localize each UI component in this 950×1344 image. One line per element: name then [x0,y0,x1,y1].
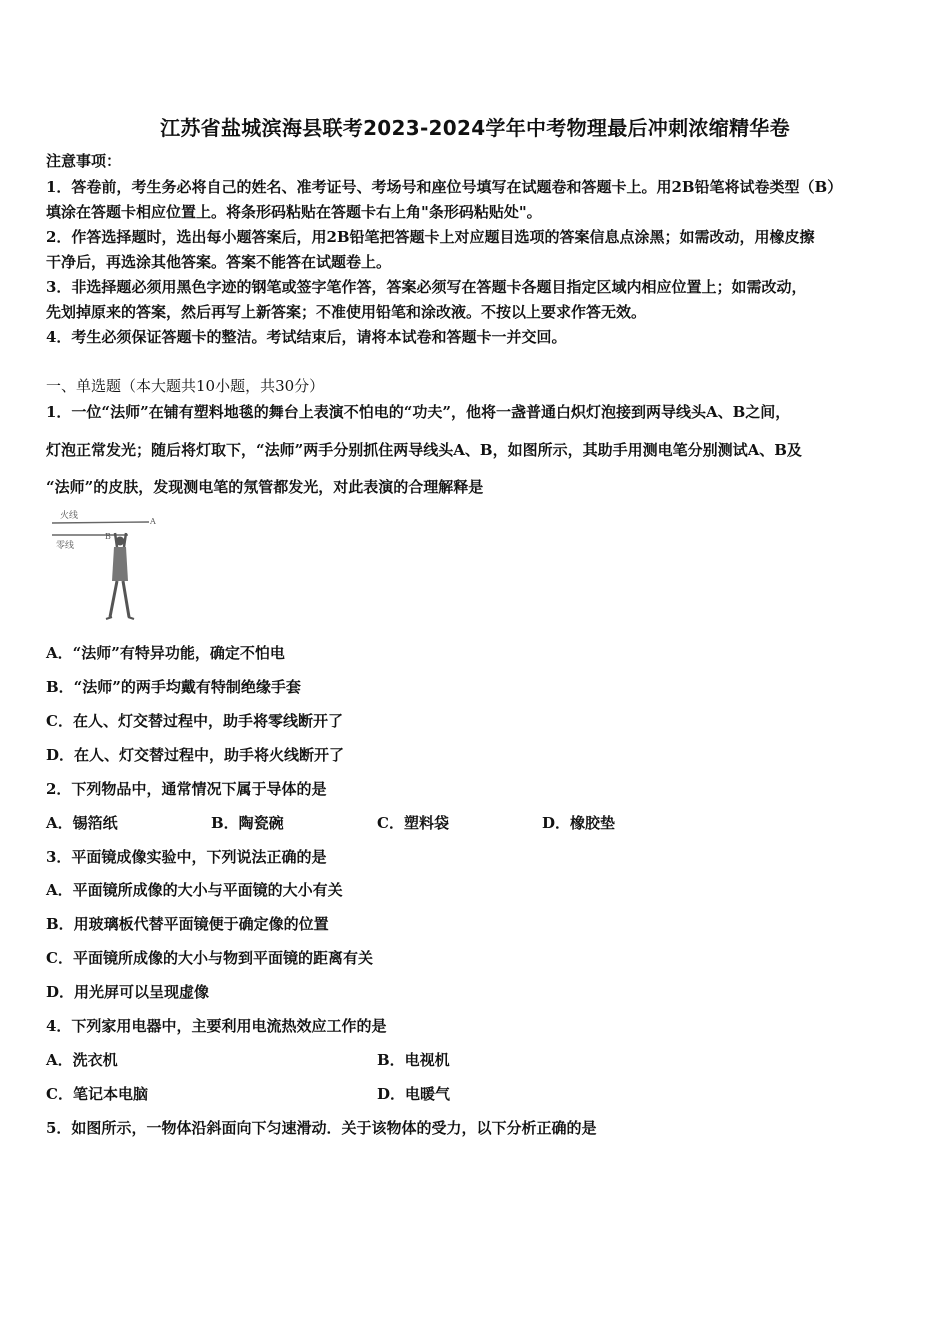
notice-line: 填涂在答题卡相应位置上。将条形码粘贴在答题卡右上角"条形码粘贴处"。 [46,203,542,221]
section-heading: 一、单选题（本大题共10小题，共30分） [46,377,325,395]
question-5-stem: 5．如图所示，一物体沿斜面向下匀速滑动．关于该物体的受力，以下分析正确的是 [46,1119,597,1137]
q3-option-a: A．平面镜所成像的大小与平面镜的大小有关 [46,881,343,899]
fire-wire-label: 火线 [60,511,79,521]
q2-option-b: B．陶瓷碗 [211,814,284,832]
notice-line: 先划掉原来的答案，然后再写上新答案；不准使用铅笔和涂改液。不按以上要求作答无效。 [46,303,647,321]
notice-heading: 注意事项： [46,152,122,170]
q4-option-c: C．笔记本电脑 [46,1085,148,1103]
notice-line: 1．答卷前，考生务必将自己的姓名、准考证号、考场号和座位号填写在试题卷和答题卡上。用2B铅笔将试卷类型（B） [46,178,843,196]
electrician-figure [46,505,161,629]
question-3-stem: 3．平面镜成像实验中，下列说法正确的是 [46,848,327,866]
q1-option-c: C．在人、灯交替过程中，助手将零线断开了 [46,712,343,730]
q2-option-d: D．橡胶垫 [542,814,616,832]
q2-option-a: A．锡箔纸 [46,814,118,832]
q1-option-b: B．“法师”的两手均戴有特制绝缘手套 [46,678,301,696]
q4-option-b: B．电视机 [377,1051,450,1069]
q3-option-b: B．用玻璃板代替平面镜便于确定像的位置 [46,915,329,933]
point-a-label: A [150,517,156,526]
q1-option-a: A．“法师”有特异功能，确定不怕电 [46,644,285,662]
zero-wire-label: 零线 [56,541,75,551]
notice-line: 4．考生必须保证答题卡的整洁。考试结束后，请将本试卷和答题卡一并交回。 [46,328,567,346]
q2-option-c: C．塑料袋 [377,814,449,832]
q4-option-d: D．电暖气 [377,1085,451,1103]
notice-line: 3．非选择题必须用黑色字迹的钢笔或签字笔作答，答案必须写在答题卡各题目指定区域内相应位置上；如需改动， [46,278,807,296]
question-1-line: “法师”的皮肤，发现测电笔的氖管都发光，对此表演的合理解释是 [46,478,484,496]
point-b-label: B [105,532,111,541]
question-4-stem: 4．下列家用电器中，主要利用电流热效应工作的是 [46,1017,387,1035]
notice-line: 2．作答选择题时，选出每小题答案后，用2B铅笔把答题卡上对应题目选项的答案信息点涂黑；如需改动，用橡皮擦 [46,228,815,246]
q3-option-c: C．平面镜所成像的大小与物到平面镜的距离有关 [46,949,373,967]
question-2-stem: 2．下列物品中，通常情况下属于导体的是 [46,780,327,798]
question-1-line: 灯泡正常发光；随后将灯取下，“法师”两手分别抓住两导线头A、B，如图所示，其助手用测电笔分别测试A、B及 [46,441,802,459]
question-1-line: 1．一位“法师”在铺有塑料地毯的舞台上表演不怕电的“功夫”，他将一盏普通白炽灯泡接到两导线头A、B之间， [46,403,791,421]
q4-option-a: A．洗衣机 [46,1051,118,1069]
q1-option-d: D．在人、灯交替过程中，助手将火线断开了 [46,746,345,764]
notice-line: 干净后，再选涂其他答案。答案不能答在试题卷上。 [46,253,392,271]
page-title: 江苏省盐城滨海县联考2023-2024学年中考物理最后冲刺浓缩精华卷 [160,116,790,140]
q3-option-d: D．用光屏可以呈现虚像 [46,983,210,1001]
